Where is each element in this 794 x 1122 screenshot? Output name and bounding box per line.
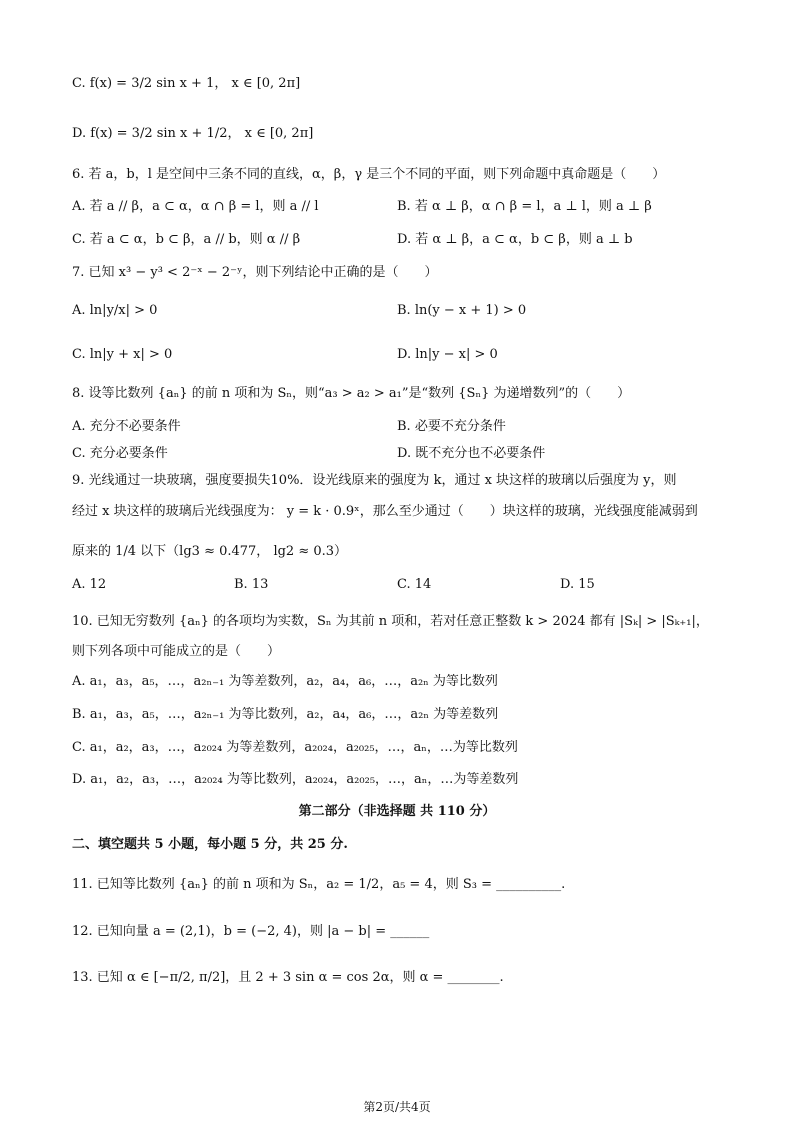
option-7a: A. ln|y/x| > 0 (72, 303, 158, 318)
option-9d: D. 15 (560, 577, 595, 592)
question-10-line-1: 10. 已知无穷数列 {aₙ} 的各项均为实数，Sₙ 为其前 n 项和，若对任意正整数 k > 2024 都有 |Sₖ| > |Sₖ₊₁|， (72, 614, 709, 629)
question-10-line-2: 则下列各项中可能成立的是（ ） (72, 644, 281, 659)
option-7d: D. ln|y − x| > 0 (397, 347, 498, 362)
page-footer: 第2页/共4页 (363, 1100, 431, 1114)
question-9-line-2: 经过 x 块这样的玻璃后光线强度为： y = k · 0.9ˣ，那么至少通过（ ）块这样的玻璃，光线强度能减弱到 (72, 504, 698, 519)
option-8a: A. 充分不必要条件 (72, 419, 181, 434)
option-7c: C. ln|y + x| > 0 (72, 347, 173, 362)
option-10d: D. a₁，a₂，a₃，…，a₂₀₂₄ 为等比数列，a₂₀₂₄，a₂₀₂₅，…，aₙ，…为等差数列 (72, 772, 519, 787)
option-9c: C. 14 (397, 577, 432, 592)
option-8c: C. 充分必要条件 (72, 446, 168, 461)
option-6d: D. 若 α ⊥ β，a ⊂ α，b ⊂ β，则 a ⊥ b (397, 232, 633, 247)
question-11: 11. 已知等比数列 {aₙ} 的前 n 项和为 Sₙ，a₂ = 1/2，a₅ = 4，则 S₃ = __________. (72, 877, 566, 892)
question-9-line-1: 9. 光线通过一块玻璃，强度要损失10%．设光线原来的强度为 k，通过 x 块这样的玻璃以后强度为 y，则 (72, 473, 677, 488)
question-8-stem: 8. 设等比数列 {aₙ} 的前 n 项和为 Sₙ，则“a₃ > a₂ > a₁”是“数列 {Sₙ} 为递增数列”的（ ） (72, 386, 631, 401)
option-5c: C. f(x) = 3/2 sin x + 1， x ∈ [0, 2π] (72, 76, 301, 91)
option-9b: B. 13 (234, 577, 269, 592)
option-5d: D. f(x) = 3/2 sin x + 1/2， x ∈ [0, 2π] (72, 126, 314, 141)
question-7-stem: 7. 已知 x³ − y³ < 2⁻ˣ − 2⁻ʸ，则下列结论中正确的是（ ） (72, 265, 438, 280)
option-8d: D. 既不充分也不必要条件 (397, 446, 546, 461)
option-7b: B. ln(y − x + 1) > 0 (397, 303, 527, 318)
option-10b: B. a₁，a₃，a₅，…，a₂ₙ₋₁ 为等比数列，a₂，a₄，a₆，…，a₂ₙ 为等差数列 (72, 707, 499, 722)
question-6-stem: 6. 若 a，b，l 是空间中三条不同的直线，α，β，γ 是三个不同的平面，则下列命题中真命题是（ ） (72, 167, 666, 182)
option-8b: B. 必要不充分条件 (397, 419, 506, 434)
option-6a: A. 若 a // β，a ⊂ α，α ∩ β = l，则 a // l (72, 199, 319, 214)
question-13: 13. 已知 α ∈ [−π/2, π/2]，且 2 + 3 sin α = cos 2α，则 α = ________. (72, 970, 504, 985)
option-6c: C. 若 a ⊂ α，b ⊂ β，a // b，则 α // β (72, 232, 301, 247)
option-10c: C. a₁，a₂，a₃，…，a₂₀₂₄ 为等差数列，a₂₀₂₄，a₂₀₂₅，…，aₙ，…为等比数列 (72, 740, 518, 755)
option-6b: B. 若 α ⊥ β，α ∩ β = l，a ⊥ l，则 a ⊥ β (397, 199, 652, 214)
option-9a: A. 12 (72, 577, 107, 592)
part-2-title: 第二部分（非选择题 共 110 分） (298, 804, 496, 819)
option-10a: A. a₁，a₃，a₅，…，a₂ₙ₋₁ 为等差数列，a₂，a₄，a₆，…，a₂ₙ 为等比数列 (72, 674, 498, 689)
question-9-line-3: 原来的 1/4 以下（lg3 ≈ 0.477， lg2 ≈ 0.3） (72, 544, 348, 559)
section-2-title: 二、填空题共 5 小题，每小题 5 分，共 25 分. (72, 837, 348, 852)
question-12: 12. 已知向量 a = (2,1)，b = (−2, 4)，则 |a − b| = ______ (72, 924, 430, 939)
